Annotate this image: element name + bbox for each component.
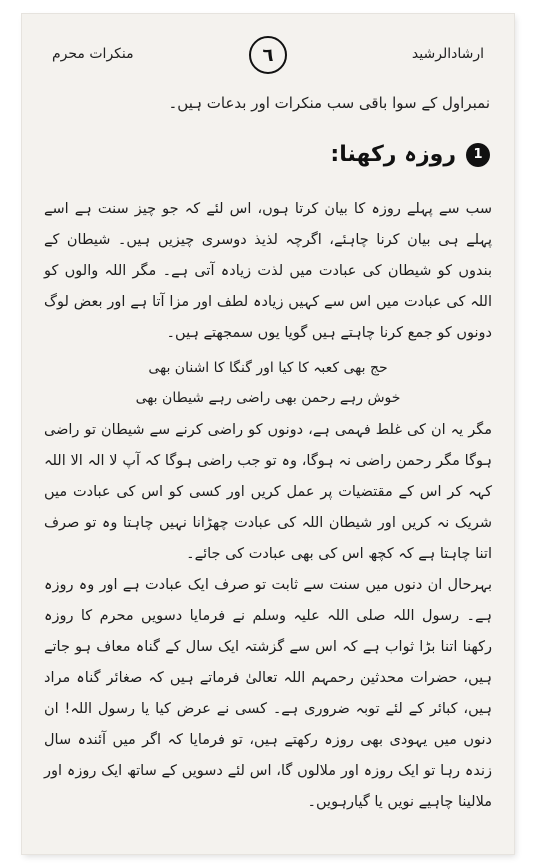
paragraph-2: مگر یہ ان کی غلط فہمی ہے، دونوں کو راضی کرنے سے شیطان تو راضی ہوگا مگر رحمن راضی نہ ہوگا، وہ تو جب راضی ہوگا کہ آپ لا الہ الا اللہ کہہ کر اس کے مقتضیات پر عمل کریں اور کسی کو اس کی عبادت میں شریک نہ کریں اور شیطان اللہ کی عبادت چھڑانا نہیں چاہتا وہ تو صرف اتنا چاہتا ہے کہ کچھ اس کی بھی عبادت کی جائے۔ (44, 422, 492, 562)
verse-line-2: خوش رہے رحمن بھی راضی رہے شیطان بھی (135, 390, 401, 406)
page-number: ٦ (262, 44, 274, 66)
chapter-title: منکرات محرم (52, 46, 134, 62)
section-title: روزہ رکھنا: (330, 142, 456, 167)
section-heading (330, 142, 490, 167)
paragraph-3: بہرحال ان دنوں میں سنت سے ثابت تو صرف ایک عبادت ہے اور وہ روزہ ہے۔ رسول اللہ صلی اللہ علیہ وسلم نے فرمایا دسویں محرم کا روزہ رکھنا اتنا بڑا ثواب ہے کہ اس سے گزشتہ ایک سال کے گناہ معاف ہو جاتے ہیں، حضرات محدثین رحمہم اللہ تعالیٰ فرماتے ہیں کہ صغائر گناہ مراد ہیں، کبائر کے لئے توبہ ضروری ہے۔ کسی نے عرض کیا یا رسول اللہ! ان دنوں میں یہودی بھی روزہ رکھتے ہیں، تو فرمایا کہ اگر میں آئندہ سال زندہ رہا تو ایک روزہ اور ملالوں گا، اس لئے دسویں کے ساتھ ایک روزہ اور ملالینا چاہیے نویں یا گیارہویں۔ (44, 577, 492, 810)
page-number-badge (249, 36, 287, 74)
scanned-page (22, 14, 514, 854)
page-header (22, 36, 514, 72)
paragraph-1: سب سے پہلے روزہ کا بیان کرتا ہوں، اس لئے کہ جو چیز سنت ہے اسے پہلے ہی بیان کرنا چاہئے، اگرچہ لذیذ دوسری چیزیں ہیں۔ شیطان کے بندوں کو شیطان کی عبادت میں لذت زیادہ آتی ہے۔ مگر اللہ والوں کو اللہ کی عبادت میں اس سے کہیں زیادہ لطف اور مزا آتا ہے اور بعض لوگ دونوں کو جمع کرنا چاہتے ہیں گویا یوں سمجھتے ہیں۔ (44, 201, 492, 341)
body-text (44, 194, 492, 818)
verse-block (44, 353, 492, 413)
verse-line-1: حج بھی کعبہ کا کیا اور گنگا کا اشنان بھی (148, 360, 388, 376)
section-number-badge: 1 (466, 143, 490, 167)
intro-line: نمبراول کے سوا باقی سب منکرات اور بدعات ہیں۔ (168, 94, 490, 112)
book-title: ارشادالرشید (411, 46, 484, 62)
